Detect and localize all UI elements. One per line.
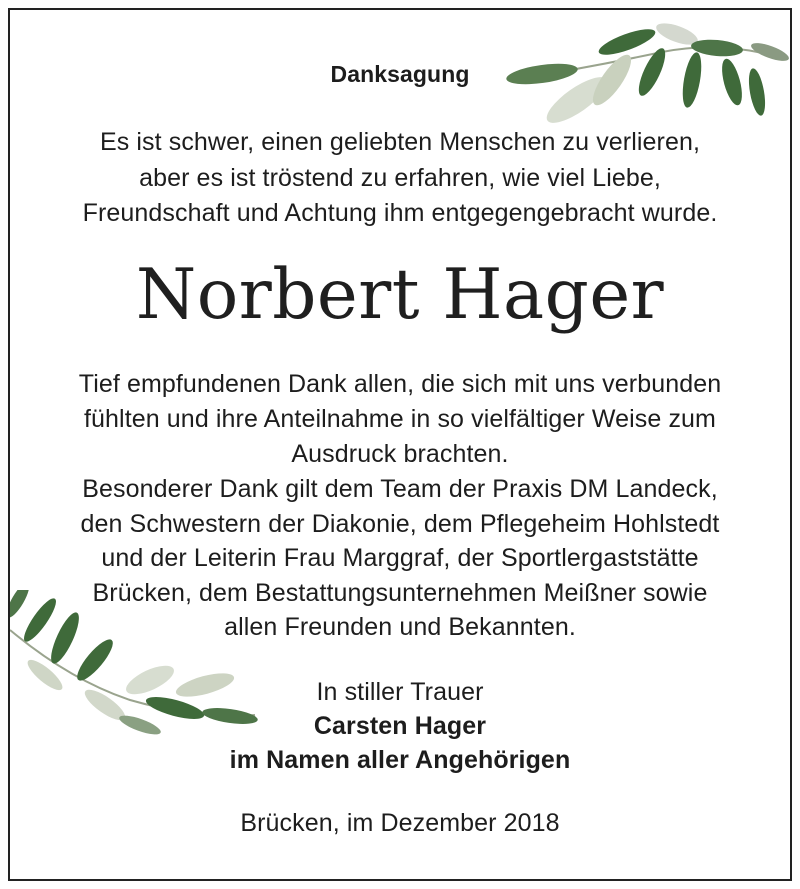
- intro-line-2: aber es ist tröstend zu erfahren, wie viel Liebe,: [139, 164, 661, 192]
- thanks-line-2: fühlten und ihre Anteilnahme in so vielfältiger Weise zum: [84, 405, 716, 433]
- intro-line-3: Freundschaft und Achtung ihm entgegengebracht wurde.: [82, 199, 718, 227]
- deceased-name: Norbert Hager: [135, 255, 665, 335]
- mourner-on-behalf: im Namen aller Angehörigen: [229, 746, 571, 774]
- thanks-line-7: Brücken, dem Bestattungsunternehmen Meißner sowie: [92, 579, 708, 607]
- signature-intro: In stiller Trauer: [316, 678, 484, 706]
- thanks-line-1: Tief empfundenen Dank allen, die sich mit uns verbunden: [78, 370, 722, 398]
- thanks-line-5: den Schwestern der Diakonie, dem Pflegeheim Hohlstedt: [80, 510, 720, 538]
- mourner-name: Carsten Hager: [313, 712, 487, 740]
- thanks-line-8: allen Freunden und Bekannten.: [224, 613, 576, 641]
- thanks-line-4: Besonderer Dank gilt dem Team der Praxis DM Landeck,: [82, 475, 718, 503]
- heading-danksagung: Danksagung: [330, 61, 470, 87]
- thanks-line-3: Ausdruck brachten.: [291, 440, 509, 468]
- intro-line-1: Es ist schwer, einen geliebten Menschen zu verlieren,: [99, 128, 701, 156]
- thanks-line-6: und der Leiterin Frau Marggraf, der Sportlergaststätte: [101, 544, 699, 572]
- place-date: Brücken, im Dezember 2018: [240, 809, 560, 837]
